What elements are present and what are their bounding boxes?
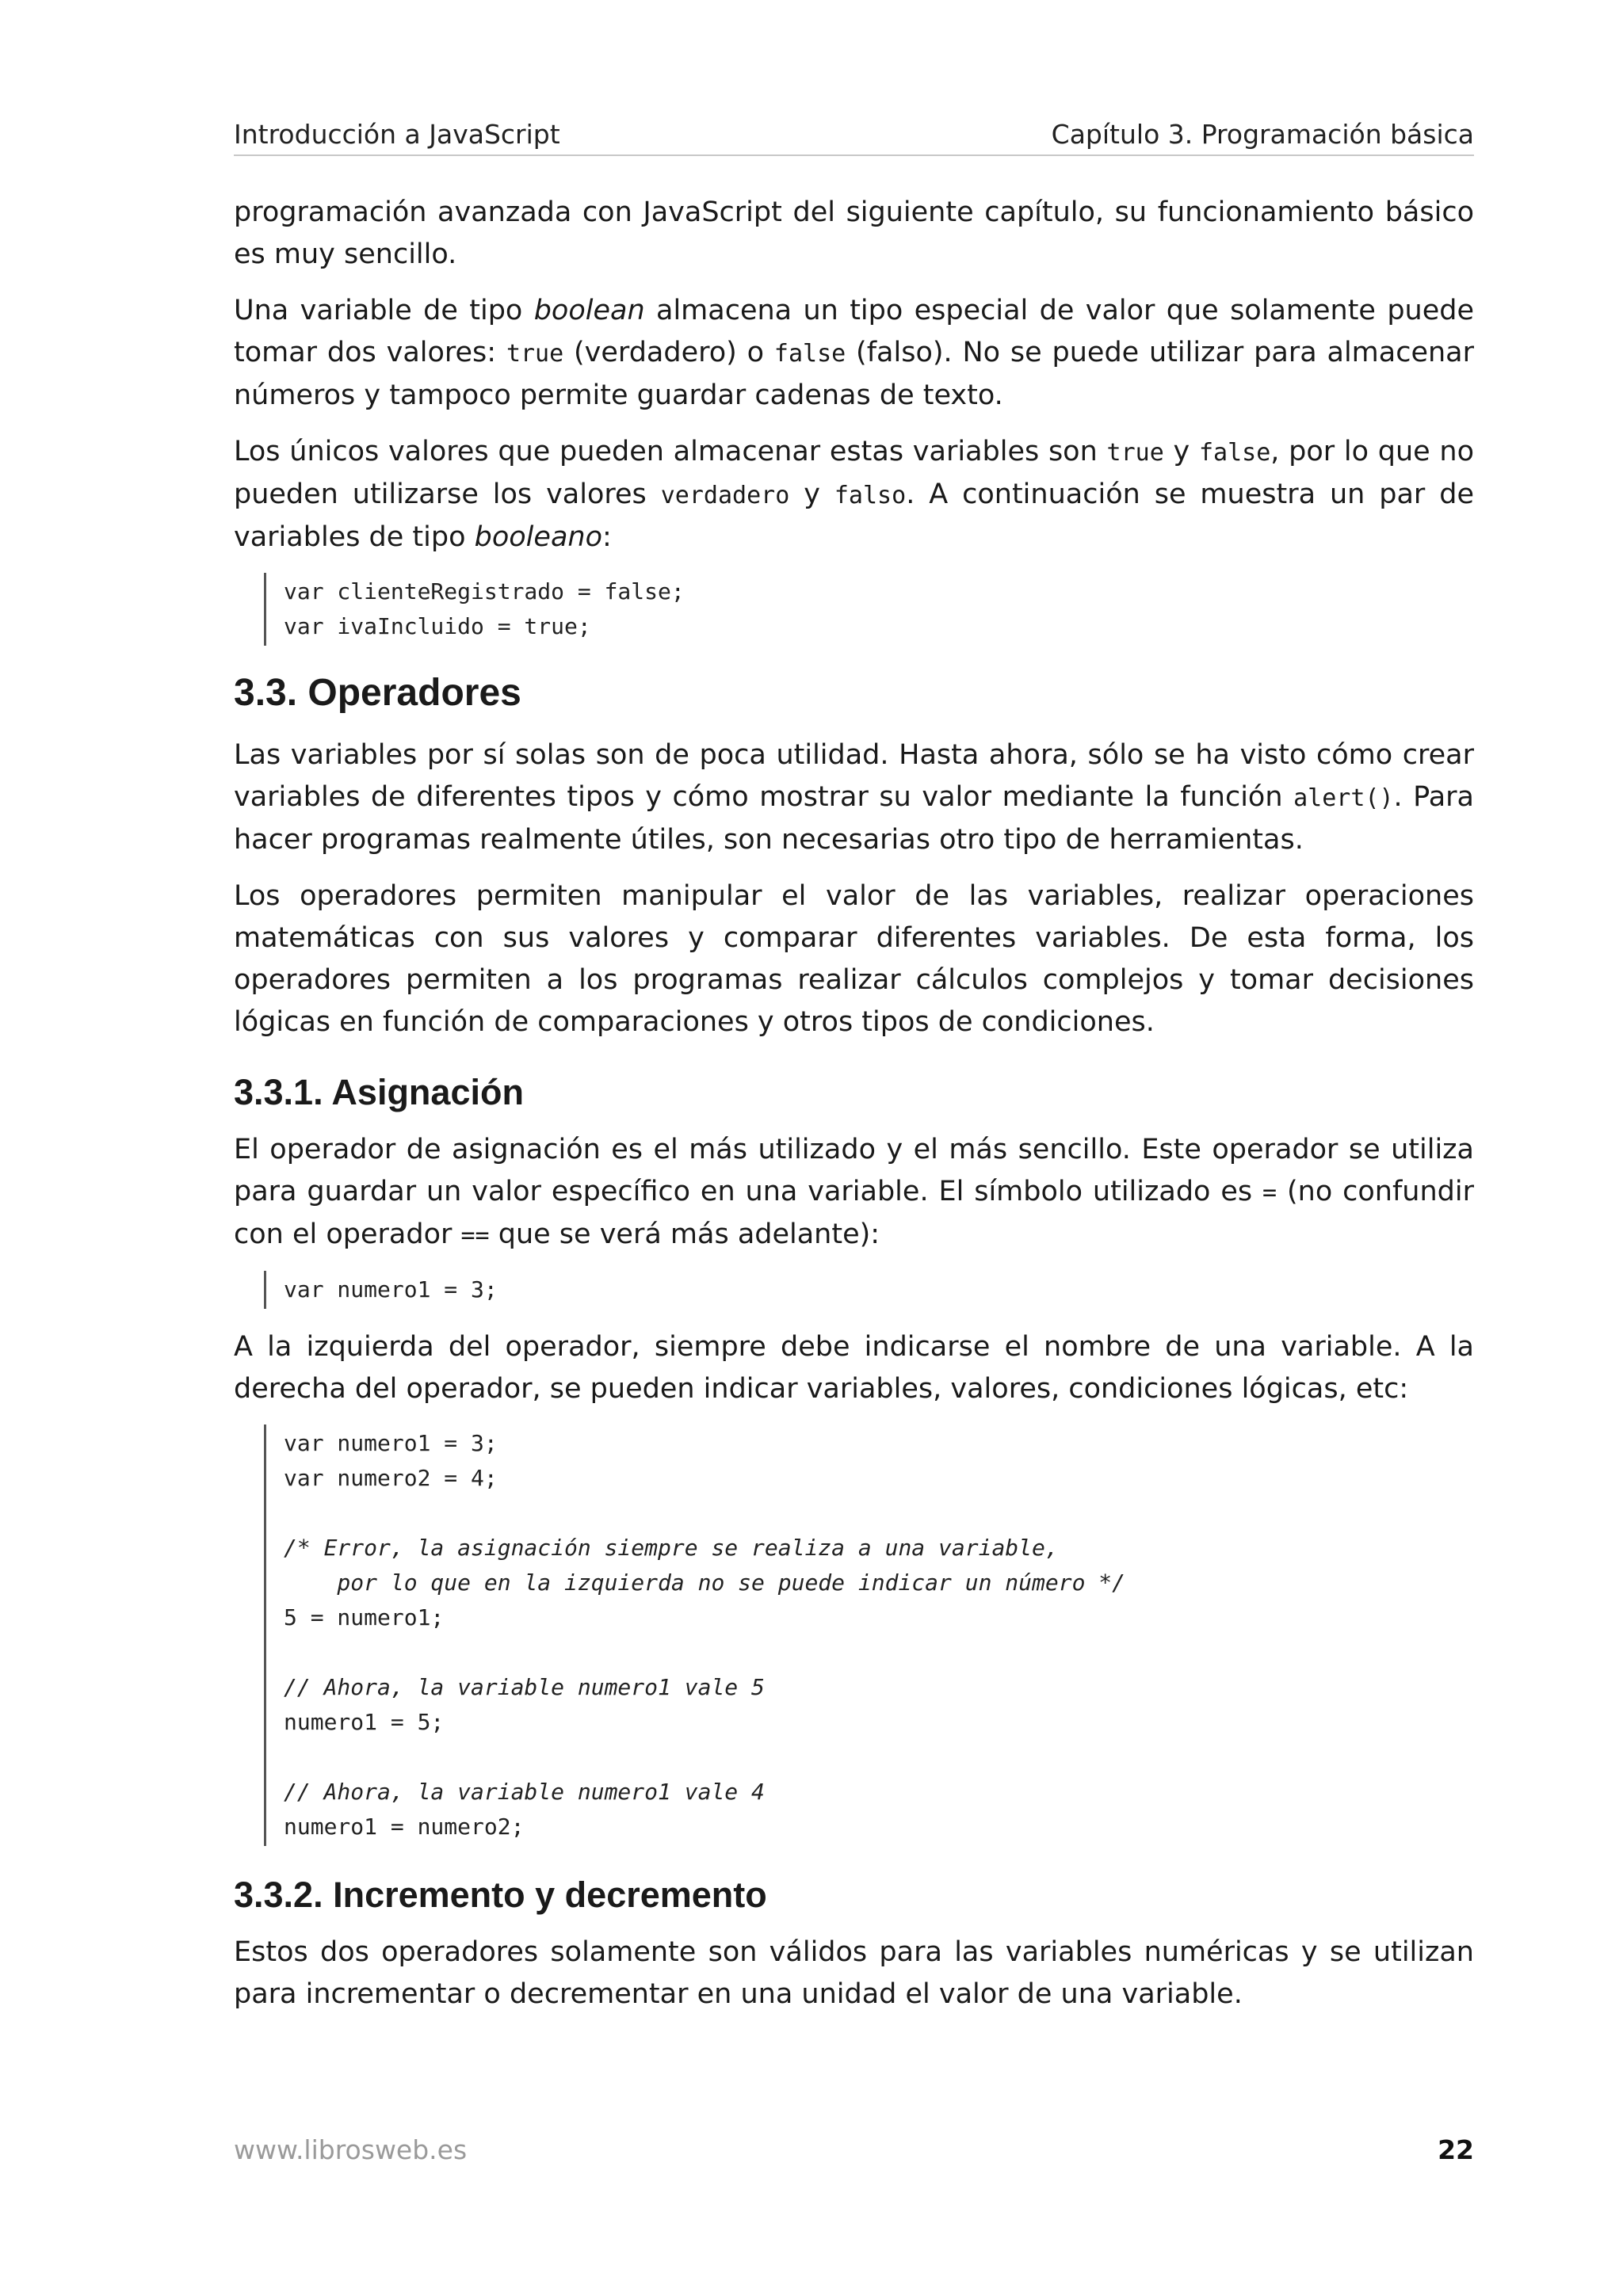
header-book-title: Introducción a JavaScript xyxy=(234,119,560,150)
code-line: var numero1 = 3; xyxy=(284,1430,498,1456)
code-line xyxy=(284,1496,1474,1531)
subsection-heading-incremento: 3.3.2. Incremento y decremento xyxy=(234,1875,767,1915)
code-line: var ivaIncluido = true; xyxy=(284,613,591,639)
inline-code-true: true xyxy=(506,340,564,368)
inline-code-alert: alert() xyxy=(1293,784,1394,812)
code-line xyxy=(284,1740,1474,1775)
inline-code-false: false xyxy=(1198,439,1271,467)
paragraph-operadores-desc: Los operadores permiten manipular el valor de las variables, realizar operaciones matemáticas con sus valores y comparar diferentes variables. De esta forma, los operadores permiten a los programas realizar cálculos complejos y tomar decisiones lógicas en función de comparaciones y otros tipos de condiciones. xyxy=(234,880,1474,1038)
code-line: numero1 = numero2; xyxy=(284,1814,525,1840)
running-header xyxy=(234,119,1474,156)
paragraph-operadores-intro: Las variables por sí solas son de poca utilidad. Hasta ahora, sólo se ha visto cómo crear variables de diferentes tipos y cómo mostrar su valor mediante la función alert(). Para hacer programas realmente útiles, son necesarias otro tipo de herramientas. xyxy=(234,739,1474,856)
inline-code-true: true xyxy=(1106,439,1164,467)
code-block-asignacion-ejemplos xyxy=(264,1425,1474,1846)
paragraph-boolean: Una variable de tipo boolean almacena un tipo especial de valor que solamente puede tomar dos valores: true (verdadero) o false (falso). No se puede utilizar para almacenar números y tampoco permite guardar cadenas de texto. xyxy=(234,295,1475,411)
code-line: 5 = numero1; xyxy=(284,1604,445,1630)
header-chapter-title: Capítulo 3. Programación básica xyxy=(1051,119,1474,150)
code-comment-line: /* Error, la asignación siempre se realiza a una variable, xyxy=(284,1535,1059,1561)
code-line: var numero1 = 3; xyxy=(284,1276,498,1302)
paragraph-boolean-values: Los únicos valores que pueden almacenar estas variables son true y false, por lo que no pueden utilizarse los valores verdadero y falso. A continuación se muestra un par de variables de tipo booleano: xyxy=(234,436,1475,553)
section-heading-operadores: 3.3. Operadores xyxy=(234,672,521,714)
subsection-heading-asignacion: 3.3.1. Asignación xyxy=(234,1072,524,1112)
paragraph-izquierda-derecha: A la izquierda del operador, siempre debe indicarse el nombre de una variable. A la derecha del operador, se pueden indicar variables, valores, condiciones lógicas, etc: xyxy=(234,1331,1474,1405)
code-line xyxy=(284,1635,1474,1670)
page-number: 22 xyxy=(1438,2134,1474,2165)
inline-code-equals: = xyxy=(1262,1179,1277,1207)
inline-code-false: false xyxy=(773,340,846,368)
footer-website-link[interactable]: www.librosweb.es xyxy=(234,2134,468,2165)
inline-code-verdadero: verdadero xyxy=(660,482,790,509)
page-footer xyxy=(234,2134,1474,2165)
code-comment-line: // Ahora, la variable numero1 vale 5 xyxy=(284,1674,765,1700)
code-comment-line: // Ahora, la variable numero1 vale 4 xyxy=(284,1779,765,1805)
paragraph-intro: programación avanzada con JavaScript del siguiente capítulo, su funcionamiento básico es muy sencillo. xyxy=(234,196,1474,270)
code-block-booleans xyxy=(264,573,1474,646)
code-block-asignacion-simple xyxy=(264,1271,1474,1309)
inline-code-double-equals: == xyxy=(460,1222,490,1249)
inline-code-falso: falso xyxy=(834,482,907,509)
page-content xyxy=(234,192,1474,2030)
code-comment-line: por lo que en la izquierda no se puede indicar un número */ xyxy=(284,1569,1126,1596)
term-booleano: booleano xyxy=(474,521,602,553)
term-boolean: boolean xyxy=(533,295,645,326)
paragraph-asignacion: El operador de asignación es el más utilizado y el más sencillo. Este operador se utiliza para guardar un valor específico en una variable. El símbolo utilizado es = (no confundir con el operador == que se verá más adelante): xyxy=(234,1134,1475,1250)
paragraph-incremento: Estos dos operadores solamente son válidos para las variables numéricas y se utilizan para incrementar o decrementar en una unidad el valor de una variable. xyxy=(234,1936,1474,2010)
code-line: numero1 = 5; xyxy=(284,1709,445,1735)
code-line: var clienteRegistrado = false; xyxy=(284,578,685,605)
code-line: var numero2 = 4; xyxy=(284,1465,498,1491)
